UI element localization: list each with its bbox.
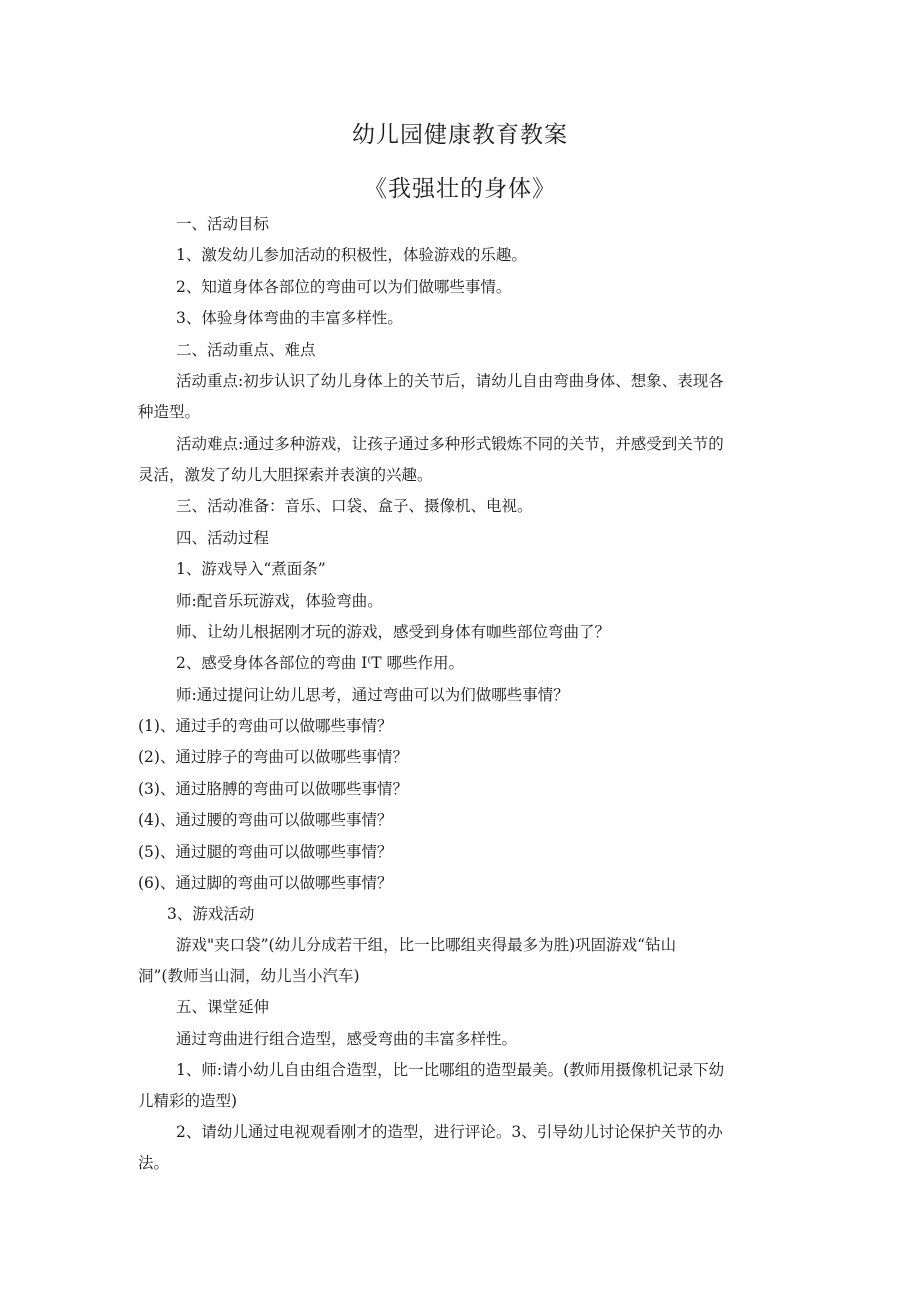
extension-item-1-cont: 儿精彩的造型)	[138, 1092, 238, 1110]
document-subtitle: 《我强壮的身体》	[364, 176, 556, 202]
question-item: (6)、通过脚的弯曲可以做哪些事情？	[138, 874, 393, 892]
process-step-2: 2、感受身体各部位的弯曲 I⁽T 哪些作用。	[176, 654, 464, 672]
process-step-1: 1、游戏导入“煮面条”	[176, 560, 326, 578]
extension-text: 通过弯曲进行组合造型，感受弯曲的丰富多样性。	[176, 1030, 518, 1048]
process-text: 师、让幼儿根据刚才玩的游戏，感受到身体有咖些部位弯曲了？	[176, 623, 611, 641]
question-item: (3)、通过胳膊的弯曲可以做哪些事情？	[138, 780, 408, 798]
question-item: (1)、通过手的弯曲可以做哪些事情？	[138, 717, 393, 735]
difficulty-paragraph: 活动难点:通过多种游戏，让孩子通过多种形式锻炼不同的关节，并感受到关节的	[176, 435, 724, 453]
process-text: 师:配音乐玩游戏，体验弯曲。	[176, 592, 383, 610]
key-point-paragraph: 活动重点:初步认识了幼儿身体上的关节后，请幼儿自由弯曲身体、想象、表现各	[176, 372, 724, 390]
goal-item-3: 3、体验身体弯曲的丰富多样性。	[176, 309, 403, 327]
process-text: 师:通过提问让幼儿思考，通过弯曲可以为们做哪些事情？	[176, 686, 569, 704]
extension-item-1: 1、师:请小幼儿自由组合造型，比一比哪组的造型最美。(教师用摄像机记录下幼	[176, 1061, 725, 1079]
key-point-paragraph-cont: 种造型。	[138, 403, 201, 421]
question-item: (5)、通过腿的弯曲可以做哪些事情？	[138, 843, 393, 861]
game-paragraph-cont: 洞”(教师当山洞，幼儿当小汽车)	[138, 967, 360, 985]
section-heading-preparation: 三、活动准备：音乐、口袋、盒子、摄像机、电视。	[176, 497, 533, 515]
extension-item-2-cont: 法。	[138, 1154, 170, 1172]
difficulty-paragraph-cont: 灵活，激发了幼儿大胆探索并表演的兴趣。	[138, 466, 433, 484]
goal-item-1: 1、激发幼儿参加活动的积极性，体验游戏的乐趣。	[176, 246, 527, 264]
section-heading-goals: 一、活动目标	[176, 215, 270, 233]
extension-item-2: 2、请幼儿通过电视观看刚才的造型，进行评论。3、引导幼儿讨论保护关节的办	[176, 1123, 723, 1141]
section-heading-extension: 五、课堂延伸	[176, 998, 270, 1016]
game-paragraph: 游戏"夹口袋”(幼儿分成若干组，比一比哪组夹得最多为胜)巩固游戏“钻山	[176, 936, 677, 954]
question-item: (2)、通过脖子的弯曲可以做哪些事情？	[138, 748, 408, 766]
document-title: 幼儿园健康教育教案	[352, 122, 568, 148]
section-heading-process: 四、活动过程	[176, 529, 270, 547]
goal-item-2: 2、知道身体各部位的弯曲可以为们做哪些事情。	[176, 278, 512, 296]
question-item: (4)、通过腰的弯曲可以做哪些事情？	[138, 811, 393, 829]
process-step-3: 3、游戏活动	[167, 905, 255, 923]
section-heading-key-points: 二、活动重点、难点	[176, 341, 316, 359]
